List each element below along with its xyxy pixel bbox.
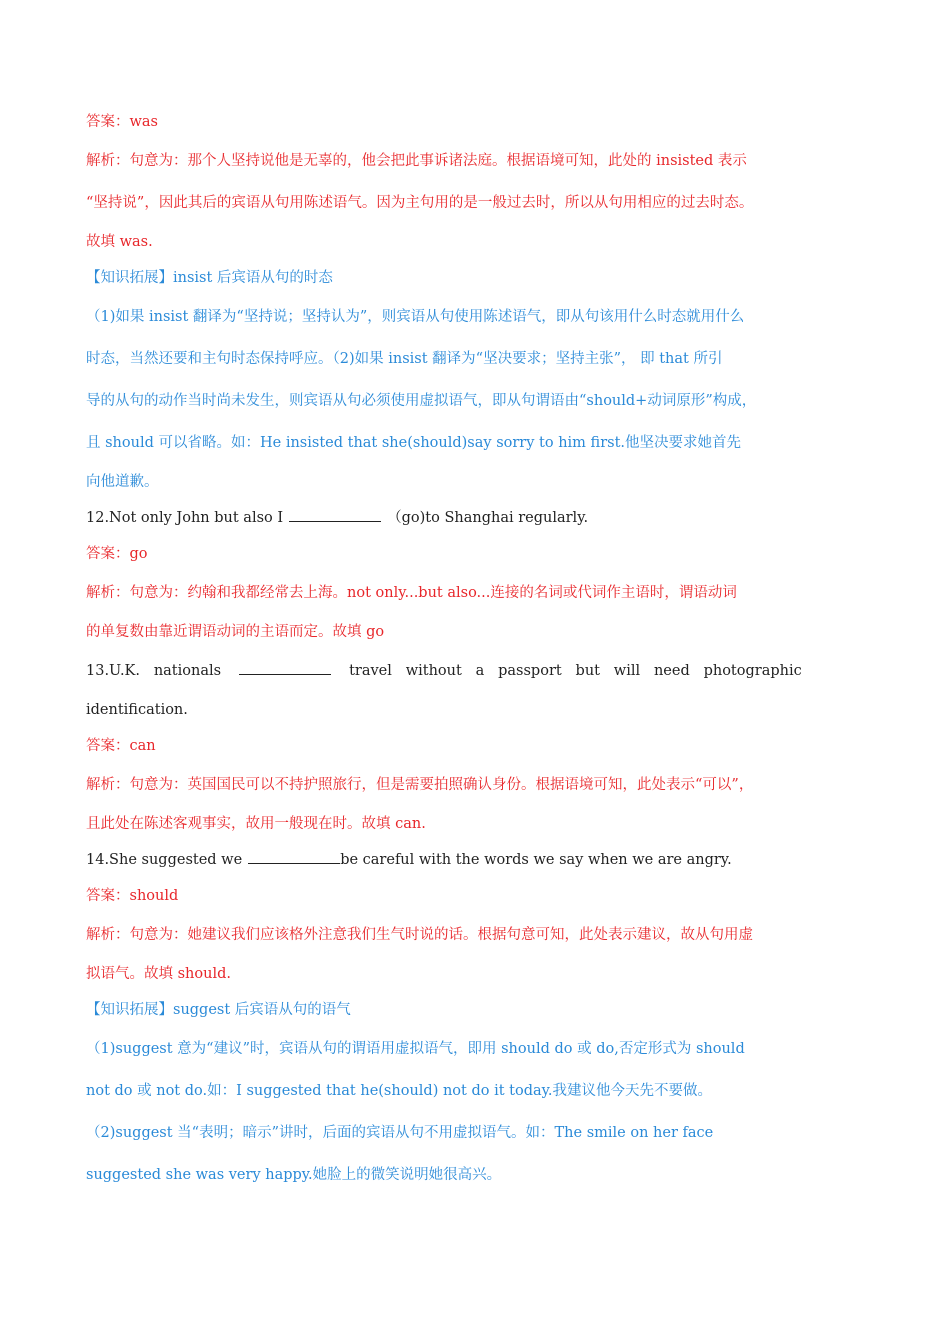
q11-extension-line-2: 时态，当然还要和主句时态保持呼应。（2)如果 insist 翻译为“坚决要求；坚持主张”， 即 that 所引	[86, 351, 723, 367]
q13-answer-blank	[239, 660, 331, 675]
q14-stem-end: be careful with the words we say when we are angry.	[340, 852, 732, 868]
q11-analysis-line-2: “坚持说”，因此其后的宾语从句用陈述语气。因为主句用的是一般过去时，所以从句用相应的过去时态。	[86, 195, 754, 211]
q14-extension-line-2: not do 或 not do.如：I suggested that he(should) not do it today.我建议他今天先不要做。	[86, 1083, 713, 1099]
q14-extension-line-1: （1)suggest 意为“建议”时，宾语从句的谓语用虚拟语气，即用 should do 或 do,否定形式为 should	[86, 1041, 745, 1057]
q14-extension-title: 【知识拓展】suggest 后宾语从句的语气	[86, 1002, 351, 1018]
q12-stem-start: 12.Not only John but also I	[86, 510, 284, 526]
q14-stem	[86, 842, 866, 878]
q14-answer-blank	[248, 849, 340, 864]
q13-stem	[86, 650, 866, 692]
q11-answer: 答案：was	[86, 114, 158, 130]
q12-analysis-line-2: 的单复数由靠近谓语动词的主语而定。故填 go	[86, 624, 385, 640]
q14-analysis-line-2: 拟语气。故填 should.	[86, 966, 231, 982]
q14-extension-line-4: suggested she was very happy.她脸上的微笑说明她很高兴。	[86, 1167, 502, 1183]
q12-stem	[86, 500, 866, 536]
q14-stem-start: 14.She suggested we	[86, 852, 243, 868]
q13-stem-start: 13.U.K. nationals	[86, 663, 222, 679]
q13-stem-end: travel without a passport but will need photographic	[349, 663, 802, 679]
q13-answer: 答案：can	[86, 738, 156, 754]
q12-answer: 答案：go	[86, 546, 148, 562]
q13-analysis-line-2: 且此处在陈述客观事实，故用一般现在时。故填 can.	[86, 816, 426, 832]
q11-extension-line-4: 且 should 可以省略。如：He insisted that she(should)say sorry to him first.他坚决要求她首先	[86, 435, 742, 451]
q13-stem-line-2: identification.	[86, 702, 188, 718]
q12-analysis-line-1: 解析：句意为：约翰和我都经常去上海。not only...but also...连接的名词或代词作主语时，谓语动词	[86, 585, 737, 601]
q11-extension-line-5: 向他道歉。	[86, 474, 159, 490]
q11-analysis-line-3: 故填 was.	[86, 234, 153, 250]
q12-stem-end: （go)to Shanghai regularly.	[387, 510, 589, 526]
q11-extension-title: 【知识拓展】insist 后宾语从句的时态	[86, 270, 333, 286]
document-page	[86, 104, 866, 1196]
q14-answer: 答案：should	[86, 888, 179, 904]
q11-analysis-line-1: 解析：句意为：那个人坚持说他是无辜的，他会把此事诉诸法庭。根据语境可知，此处的 insisted 表示	[86, 153, 747, 169]
q14-extension-line-3: （2)suggest 当“表明；暗示”讲时，后面的宾语从句不用虚拟语气。如：The smile on her face	[86, 1125, 714, 1141]
q11-extension-line-3: 导的从句的动作当时尚未发生，则宾语从句必须使用虚拟语气，即从句谓语由“should+动词原形”构成，	[86, 393, 757, 409]
q13-analysis-line-1: 解析：句意为：英国国民可以不持护照旅行，但是需要拍照确认身份。根据语境可知，此处表示“可以”，	[86, 777, 754, 793]
q14-analysis-line-1: 解析：句意为：她建议我们应该格外注意我们生气时说的话。根据句意可知，此处表示建议，故从句用虚	[86, 927, 753, 943]
q11-extension-line-1: （1)如果 insist 翻译为“坚持说；坚持认为”，则宾语从句使用陈述语气，即从句该用什么时态就用什么	[86, 309, 745, 325]
q12-answer-blank	[289, 507, 381, 522]
